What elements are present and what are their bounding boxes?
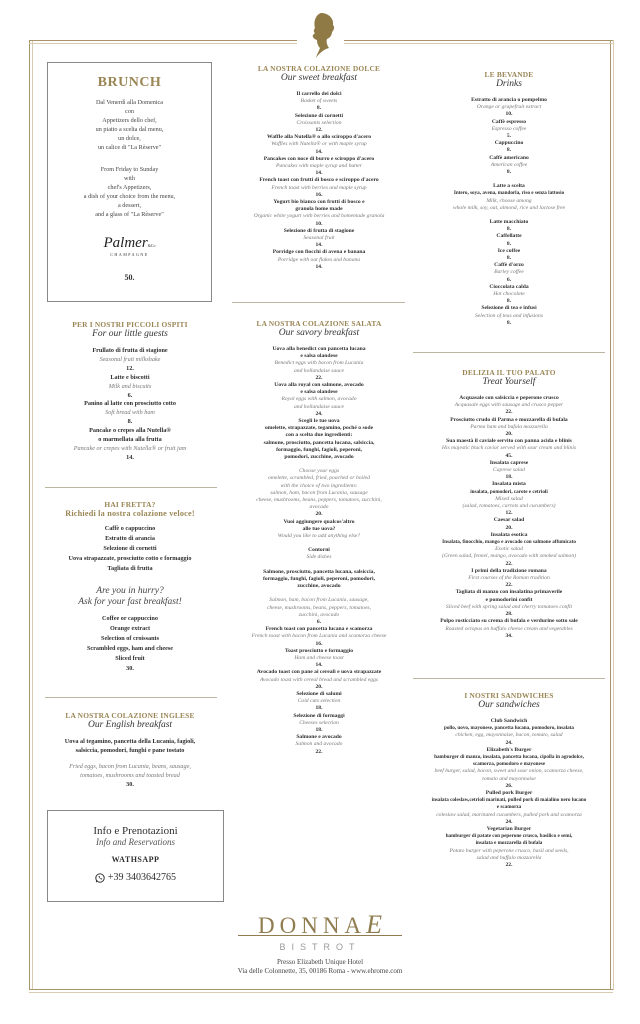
brunch-line: chef's Appetizers, — [107, 184, 152, 192]
item-description: Choose your eggs omelette, scrambled, fried, poached or boiled with the choice of two ingredients: salmon, ham, bacon from Lucania, sausage cheese, mushrooms, beans, peppers, tomatoes, zucchini, avocado — [256, 468, 382, 511]
section-title: LA NOSTRA COLAZIONE INGLESE — [65, 711, 195, 720]
item-description: Salmon and avocado — [295, 741, 343, 748]
item-price: 14. — [315, 263, 323, 270]
item-description: Caprese salad — [493, 467, 525, 474]
list-item: Selezione di cornetti — [103, 545, 157, 552]
divider — [45, 487, 217, 488]
menu-item — [230, 134, 408, 156]
item-price: 6. — [316, 618, 322, 625]
brunch-line: a dish of your choice from the menu, — [83, 193, 176, 201]
item-name: Frullato di frutta di stagione — [92, 347, 168, 354]
section-inglese — [40, 711, 220, 790]
menu-item — [230, 346, 408, 382]
item-price: 22. — [505, 862, 513, 869]
item-description: chicken, egg, mayonnaise, bacon, tomato, salad — [455, 732, 563, 739]
section-piccoli-ospiti — [40, 320, 220, 463]
brunch-line: Appetizers dello chef, — [102, 116, 157, 124]
list-item: Estratto di arancia — [105, 535, 155, 542]
menu-item — [410, 718, 608, 747]
item-name: Elizabeth's Burger — [486, 746, 532, 753]
menu-item — [410, 589, 608, 618]
item-name: I primi della tradizione romana — [471, 567, 547, 574]
section-subtitle: Our sweet breakfast — [280, 73, 358, 83]
item-description: Milk and biscuits — [108, 382, 152, 390]
item-price: 24. — [505, 739, 513, 746]
item-description: Espresso coffee — [491, 125, 527, 132]
brunch-english-text — [48, 166, 211, 219]
item-description: Orange or grapefruit extract — [476, 104, 542, 111]
item-name: Vuoi aggiungere qualcos'altro alle tue uova? — [283, 518, 355, 532]
item-name: Estratto di arancia o pompelmo — [471, 97, 547, 103]
price: 30. — [126, 665, 134, 672]
brunch-line: with — [123, 175, 135, 183]
item-name: French toast con frutti di bosco e sciroppo d'acero — [259, 177, 379, 184]
item-price: 8. — [506, 147, 512, 154]
section-sandwiches — [410, 691, 608, 869]
item-price: 10. — [315, 220, 323, 227]
menu-item — [410, 568, 608, 590]
menu-item — [230, 382, 408, 418]
brunch-title: BRUNCH — [97, 75, 162, 90]
item-description: Acquasale eggs with sausage and crusco pepper — [454, 402, 564, 409]
item-description: Seasonal fruit — [303, 235, 335, 242]
list-item: Coffee or cappuccino — [102, 615, 158, 622]
item-price: 34. — [505, 632, 513, 639]
list-item: Scrambled eggs, ham and cheese — [86, 645, 174, 652]
item-name: Latte e biscotti — [110, 373, 150, 381]
menu-item — [230, 519, 408, 541]
item-ingredients: Intero, soya, avena, mandorla, riso e senza lattosio — [453, 190, 565, 197]
item-description: Salmon, ham, bacon from Lucania, sausage, cheese, mushrooms, beans, peppers, tomatoes, zucchini, avocado — [266, 597, 372, 618]
item-name: Avocado toast con pane ai cereali e uova strapazzate — [256, 669, 382, 676]
item-name: Polpo rosticciato su crema di bufala e verdurine sotto sale — [440, 618, 578, 625]
list-item: Uova strapazzate, prosciutto cotto e formaggio — [68, 555, 192, 562]
menu-item — [40, 374, 220, 401]
brunch-box — [47, 62, 212, 302]
item-description: Barley coffee — [494, 269, 524, 276]
item-price: 20. — [505, 431, 513, 438]
menu-item — [410, 97, 608, 119]
item-description: Croissants selection — [296, 119, 342, 126]
item-price: 5. — [506, 133, 512, 140]
item-name: Acquasale con salsiccia e peperone crusco — [459, 395, 559, 401]
menu-item — [410, 305, 608, 327]
menu-items — [40, 738, 220, 790]
logo-underline — [238, 935, 402, 936]
item-description: coleslaw salad, marinated cucumbers, pulled pork and scamorza — [436, 811, 582, 818]
item-price: 16. — [315, 640, 323, 647]
menu-item — [410, 233, 608, 247]
item-price: 10. — [505, 111, 513, 118]
item-ingredients: hamburger di patate con peperone crusco, basilico e semi, insalata e mozzarella di bufala — [445, 833, 573, 847]
item-price: 8. — [506, 298, 512, 305]
item-description: American coffee — [490, 161, 528, 168]
brunch-price: 50. — [124, 272, 135, 282]
brunch-italian-text — [48, 99, 211, 152]
item-name: Selezione di salumi — [296, 690, 342, 697]
section-title: LA NOSTRA COLAZIONE SALATA — [256, 319, 382, 328]
item-price: 14. — [315, 170, 323, 177]
item-description: Organic white yogurt with berries and homemade granola — [253, 213, 385, 220]
item-name: Caffè americano — [489, 154, 529, 161]
phone-number: +39 3403642765 — [107, 872, 177, 883]
menu-items — [410, 97, 608, 327]
item-name: Latte macchiato — [489, 219, 529, 226]
menu-item — [410, 248, 608, 262]
menu-item — [410, 119, 608, 141]
item-name: Cioccolata calda — [489, 283, 529, 290]
item-name: Tagliata di manzo con insalatina primaverile e pomodorini confit — [455, 589, 563, 603]
menu-item — [230, 734, 408, 756]
item-name: Latte a scelta — [493, 183, 525, 190]
item-description: Potato burger with peperone crusco, basil and seeds, salad and buffalo mozzarella — [449, 847, 569, 861]
item-price: 16. — [315, 191, 323, 198]
menu-item — [410, 532, 608, 568]
item-description: Benedict eggs with bacon from Lucania and hollandaise sauce — [274, 360, 364, 374]
section-title: LE BEVANDE — [484, 70, 534, 79]
item-price: 8. — [506, 255, 512, 262]
item-price: 20. — [315, 511, 323, 518]
item-description: Milk, choose among whole milk, soy, oat, almond, rice and lactose free — [452, 197, 566, 211]
item-name: Selezione di formaggi — [293, 712, 345, 719]
item-price: 28. — [505, 611, 513, 618]
item-description: Would you like to add anything else? — [277, 533, 361, 540]
item-name: Selezione di frutta di stagione — [283, 227, 355, 234]
item-price: 22. — [505, 560, 513, 567]
menu-items — [410, 718, 608, 869]
section-bevande — [410, 70, 608, 327]
item-description: Side dishes — [306, 554, 332, 561]
section-title: LA NOSTRA COLAZIONE DOLCE — [257, 64, 381, 73]
item-name: Uova alla benedict con pancetta lucana e salsa olandese — [272, 346, 366, 360]
item-description: Exotic salad (Green salad, fennel, mango, avocado with smoked salmon) — [441, 546, 577, 560]
item-description: beef burger, salad, bacon, sweet and sour onion, scamorza cheese, tomato and mayonnaise — [434, 768, 584, 782]
item-description: Fried eggs, bacon from Lucania, beans, sausage, tomatoes, mushrooms and toasted bread — [69, 762, 191, 779]
item-description: Cheeses selection — [299, 719, 339, 726]
item-price: 6. — [506, 276, 512, 283]
frame-left-border — [29, 40, 33, 990]
menu-item — [40, 427, 220, 463]
item-name: French toast con pancetta lucana e scamorza — [265, 626, 373, 633]
item-name: Caesar salad — [493, 517, 525, 524]
item-price: 14. — [315, 242, 323, 249]
fast-breakfast-list-it — [40, 524, 220, 574]
fast-breakfast-list-en — [40, 614, 220, 674]
address-line-1: Presso Elizabeth Unique Hotel — [276, 958, 364, 966]
item-name: Insalata mista — [492, 481, 526, 488]
item-description: Parma ham and bufala mozzarella — [470, 423, 548, 430]
section-title: DELIZIA IL TUO PALATO — [462, 368, 556, 377]
menu-item — [410, 140, 608, 154]
item-ingredients: hamburger di manzo, insalata, pancetta lucana, cipolla in agrodolce, scamorza, pomodoro e mayonese — [434, 754, 584, 768]
menu-item — [410, 517, 608, 531]
item-price: 22. — [315, 374, 323, 381]
brunch-line: un calice di "La Rèserve" — [97, 143, 162, 151]
menu-item — [410, 747, 608, 790]
menu-item — [410, 826, 608, 869]
item-price: 12. — [315, 127, 323, 134]
item-description: Cold cuts selection — [297, 698, 341, 705]
info-subtitle: Info and Reservations — [96, 837, 175, 847]
item-name: Contorni — [308, 547, 330, 554]
section-subtitle: Drinks — [496, 79, 522, 89]
frame-top-border-right — [344, 40, 613, 44]
item-description: His majestic black caviar served with sour cream and blinis — [441, 445, 577, 452]
item-price: 8. — [506, 226, 512, 233]
brunch-line: un dolce, — [118, 134, 141, 142]
menu-items — [230, 91, 408, 271]
item-description: Soft bread with ham — [105, 409, 155, 417]
section-colazione-salata — [230, 319, 408, 756]
item-description: Selection of teas and infusions — [474, 312, 544, 319]
palmer-logo-text: Palmer — [103, 234, 148, 251]
logo-mark: E — [366, 910, 382, 939]
palmer-logo-sub: CHAMPAGNE — [110, 251, 149, 257]
item-price: 8. — [506, 240, 512, 247]
menu-item — [230, 199, 408, 228]
list-item: Caffè o cappuccino — [104, 525, 156, 532]
menu-item — [410, 790, 608, 826]
brunch-line: a dessert, — [117, 202, 142, 210]
item-ingredients: insalata coleslaw,cetrioli marinati, pulled pork di maialino nero lucano e scamorza — [431, 797, 587, 811]
item-description: Pancakes with maple syrup and butter — [276, 163, 362, 170]
item-name: Caffè espresso — [491, 118, 527, 125]
item-name: Pancake o crepes alla Nutella® o marmellata alla frutta — [89, 427, 171, 444]
item-price: 18. — [315, 726, 323, 733]
item-price: 26. — [505, 782, 513, 789]
en-title-line: Are you in hurry? — [96, 586, 164, 596]
item-price: 18. — [315, 705, 323, 712]
item-price: 24. — [505, 818, 513, 825]
list-item: Tagliata di frutta — [107, 565, 153, 572]
section-title: I NOSTRI SANDWICHES — [464, 691, 554, 700]
item-description: Ham and cheese toast — [294, 654, 344, 661]
item-price: 8. — [506, 319, 512, 326]
item-name: Il carrello dei dolci — [296, 91, 342, 97]
menu-item — [230, 713, 408, 735]
section-delizia — [410, 368, 608, 640]
menu-items — [40, 347, 220, 463]
section-title: HAI FRETTA? — [104, 500, 156, 509]
menu-item — [410, 183, 608, 212]
menu-item — [230, 418, 408, 519]
menu-item — [230, 648, 408, 670]
item-price: 30. — [126, 780, 134, 788]
palmer-logo-suffix: &Co — [147, 242, 156, 248]
item-price: 8. — [506, 169, 512, 176]
menu-items — [230, 346, 408, 756]
item-name: Selezione di tea e infusi — [481, 305, 537, 312]
item-description: First courses of the Roman tradition — [468, 575, 550, 582]
item-price: 22. — [315, 748, 323, 755]
divider — [413, 678, 605, 679]
item-price: 14. — [315, 662, 323, 669]
item-price: 20. — [315, 683, 323, 690]
address-line-2: Via delle Colonnette, 35, 00186 Roma - www.ehrome.com — [237, 966, 403, 975]
menu-item — [230, 691, 408, 713]
item-description: French toast with bacon from Lucania and scamorza cheese — [251, 633, 387, 640]
list-item: Selection of croissants — [101, 635, 159, 642]
section-subtitle: Our savory breakfast — [278, 328, 360, 338]
menu-item — [230, 626, 408, 648]
item-description: Hot chocolate — [493, 291, 525, 298]
item-description: Seasonal fruit milkshake — [99, 355, 161, 363]
frame-bottom-border — [29, 989, 613, 993]
item-name: Toast prosciutto e formaggio — [284, 647, 354, 654]
item-price: 8. — [127, 418, 133, 426]
item-description: Mixed salad (salad, tomatoes, carrots and cucumbers) — [462, 495, 556, 510]
item-name: Salmone e avocado — [296, 734, 342, 741]
list-item: Orange extract — [109, 625, 151, 632]
menu-item — [230, 228, 408, 250]
item-description: Sliced beef with spring salad and cherry tomatoes confit — [445, 603, 573, 610]
en-title-line: Ask for your fast breakfast! — [78, 597, 182, 607]
item-price: 12. — [126, 364, 134, 372]
menu-item — [230, 249, 408, 271]
item-name: Ice coffee — [497, 247, 521, 254]
frame-top-border-left — [29, 40, 297, 44]
item-description: Avocado toast with cereal bread and scrambled eggs — [259, 676, 379, 683]
item-description: Roasted octopus on buffalo cheese cream and vegetables — [445, 625, 573, 632]
menu-item — [230, 113, 408, 135]
item-name: Sua maestà il caviale servito con panna acida e blinis — [446, 438, 572, 445]
brunch-line: From Friday to Sunday — [100, 166, 159, 174]
item-ingredients: Insalata, finocchio, mango e avocado con salmone affumicato — [442, 539, 576, 546]
item-name: Prosciutto crudo di Parma e mozzarella di bufala — [450, 416, 568, 423]
lady-silhouette-icon — [301, 10, 341, 60]
item-ingredients: insalata, pomodori, carote e cetrioli — [470, 488, 548, 495]
divider — [45, 697, 217, 698]
item-name: Scegli le tue uova omelette, strapazzate, tegamino, poché o sode con a scelta due ingredienti: salmone, prosciutto, pancetta lucana, salsiccia, formaggio, funghi, fagioli, peperoni, pomodori, zucchine, avocado — [263, 418, 375, 461]
menu-item — [230, 547, 408, 561]
item-price: 6. — [127, 391, 133, 399]
palmer-champagne-logo — [48, 234, 211, 257]
brunch-line: un piatto a scelta dal menu, — [95, 125, 164, 133]
menu-item — [410, 618, 608, 640]
item-name: Panino al latte con prosciutto cotto — [84, 400, 176, 408]
donna-e-logo — [220, 910, 420, 940]
menu-item — [410, 155, 608, 177]
menu-item — [230, 177, 408, 199]
frame-right-border — [610, 40, 614, 990]
item-name: Caffellatte — [496, 233, 522, 240]
item-name: Pancakes con noce di burro e sciroppo d'acero — [263, 155, 375, 162]
section-colazione-dolce — [230, 64, 408, 271]
section-subtitle: Treat Yourself — [482, 377, 536, 387]
whatsapp-label: WATHSAPP — [111, 855, 160, 864]
menu-item — [410, 438, 608, 460]
menu-item — [410, 481, 608, 517]
list-item: Sliced fruit — [115, 655, 145, 662]
item-description: Porridge with oat flakes and banana — [277, 256, 361, 263]
item-description: Waffles with Nutella® or with maple syrup — [271, 141, 367, 148]
item-description: French toast with berries and maple syrup — [271, 184, 367, 191]
fast-breakfast-en-title — [40, 586, 220, 608]
divider — [413, 352, 605, 353]
item-ingredients: pollo, uovo, mayonese, pancetta lucana, pomodoro, insalata — [443, 725, 574, 732]
menu-item — [40, 738, 220, 790]
section-title: PER I NOSTRI PICCOLI OSPITI — [72, 320, 188, 329]
item-description: Pancake or crepes with Nutella® or fruit jam — [73, 444, 187, 452]
item-price: 14. — [126, 453, 134, 461]
section-subtitle: Our English breakfast — [87, 720, 173, 730]
menu-item — [230, 569, 408, 626]
whatsapp-phone-link[interactable] — [48, 872, 223, 883]
item-name: Salmone, prosciutto, pancetta lucana, salsiccia, formaggio, funghi, fagioli, peperoni, pomodori, zucchine, avocado — [263, 568, 375, 590]
info-title: Info e Prenotazioni — [93, 825, 178, 837]
divider — [232, 302, 405, 303]
menu-item — [410, 284, 608, 306]
item-name: Cappuccino — [494, 140, 524, 147]
item-name: Uova al tegamino, pancetta della Lucania, fagioli, salsiccia, pomodori, funghi e pane tostato — [64, 738, 196, 754]
section-subtitle: For our little guests — [92, 329, 168, 339]
item-price: 18. — [505, 474, 513, 481]
item-name: Caffè d'orzo — [494, 262, 524, 269]
item-price: 24. — [315, 410, 323, 417]
brunch-line: Dal Venerdì alla Domenica — [95, 99, 164, 106]
footer — [220, 910, 420, 975]
item-name: Insalata caprese — [489, 459, 529, 466]
item-name: Pulled pork Burger — [485, 790, 533, 797]
item-description: Basket of sweets — [300, 98, 338, 105]
menu-item — [410, 219, 608, 233]
whatsapp-icon — [95, 873, 105, 883]
section-subtitle: Our sandwiches — [478, 700, 540, 710]
menu-items — [410, 395, 608, 640]
menu-item — [410, 262, 608, 284]
item-name: Yogurt bio bianco con frutti di bosco e granola home made — [273, 199, 365, 213]
item-name: Insalata esotica — [490, 531, 528, 538]
item-price: 12. — [505, 510, 513, 517]
logo-text: DONNA — [258, 913, 367, 938]
item-name: Waffle alla Nutella® o allo sciroppo d'acero — [266, 134, 372, 141]
menu-item — [410, 460, 608, 482]
item-name: Club Sandwich — [490, 718, 528, 724]
menu-item — [230, 91, 408, 113]
item-price: 45. — [505, 452, 513, 459]
item-price: 8. — [316, 105, 322, 112]
item-description: Royal eggs with salmon, avocado and hollandaise sauce — [281, 396, 357, 410]
item-price: 20. — [505, 524, 513, 531]
menu-item — [410, 395, 608, 417]
menu-item — [40, 400, 220, 427]
menu-item — [40, 347, 220, 374]
menu-item — [230, 669, 408, 691]
item-name: Uova alla royal con salmone, avocado e salsa olandese — [274, 382, 364, 396]
item-price: 22. — [505, 409, 513, 416]
item-name: Porridge con fiocchi di avena e banana — [272, 249, 366, 256]
item-name: Selezione di cornetti — [294, 112, 344, 119]
section-title-2: Richiedi la nostra colazione veloce! — [65, 509, 195, 518]
item-price: 14. — [315, 148, 323, 155]
menu-item — [230, 156, 408, 178]
item-price: 22. — [505, 582, 513, 589]
brunch-line: and a glass of "La Rèserve" — [95, 210, 164, 218]
info-box — [47, 810, 224, 902]
section-hai-fretta — [40, 500, 220, 674]
brunch-line: con — [125, 107, 134, 115]
logo-subtitle: BISTROT — [279, 942, 361, 952]
item-name: Vegetarian Burger — [486, 826, 532, 833]
menu-item — [410, 417, 608, 439]
